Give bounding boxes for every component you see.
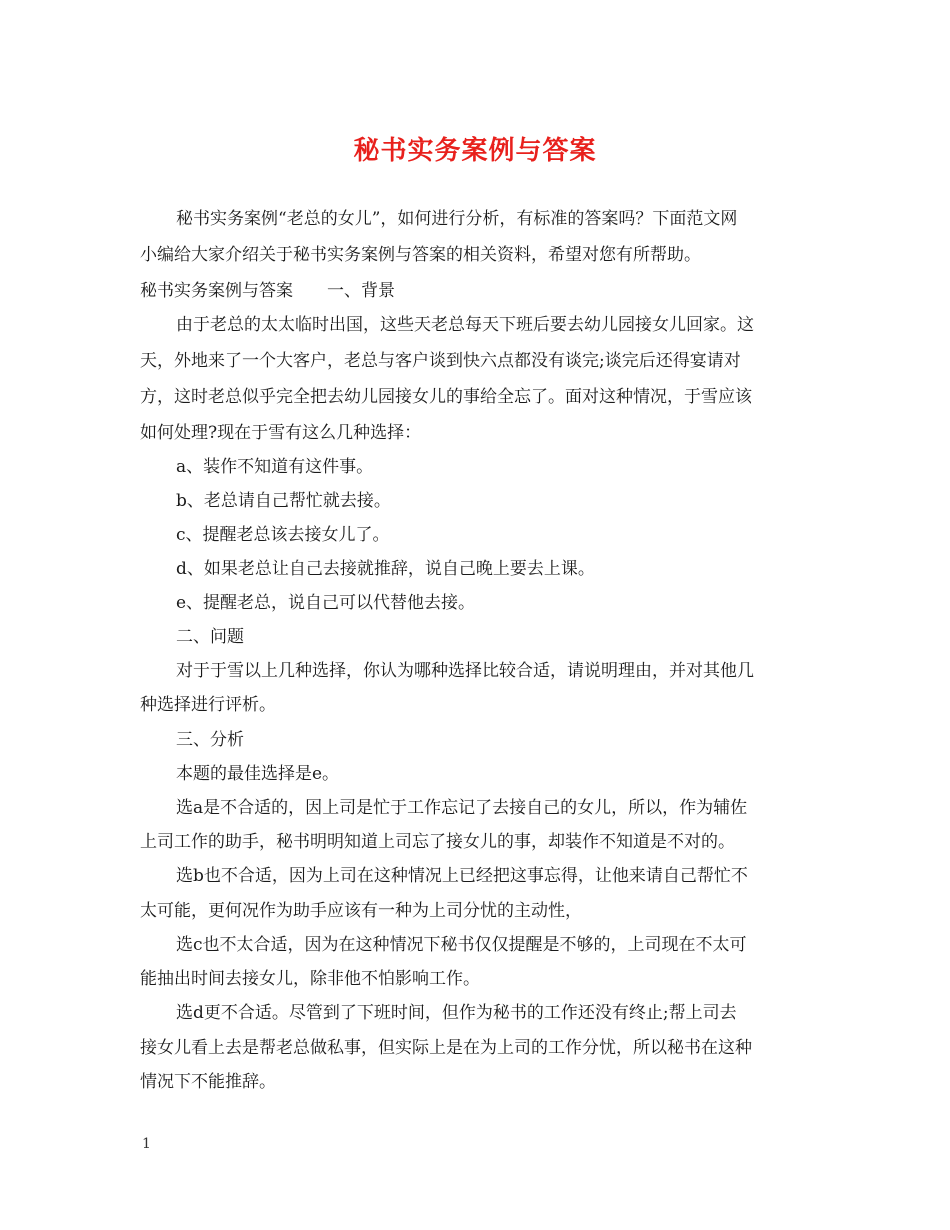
paragraph-line: 能抽出时间去接女儿，除非他不怕影响工作。	[140, 969, 480, 989]
paragraph-line: 本题的最佳选择是e。	[176, 764, 340, 784]
option-item: c、提醒老总该去接女儿了。	[176, 525, 390, 545]
paragraph-line: 如何处理?现在于雪有这么几种选择：	[140, 423, 422, 443]
section-heading: 二、问题	[176, 627, 244, 647]
option-item: d、如果老总让自己去接就推辞，说自己晚上要去上课。	[176, 559, 595, 579]
page-number: 1	[142, 1136, 151, 1152]
paragraph-line: 上司工作的助手，秘书明明知道上司忘了接女儿的事，却装作不知道是不对的。	[140, 832, 735, 852]
paragraph-line: 由于老总的太太临时出国，这些天老总每天下班后要去幼儿园接女儿回家。这	[176, 315, 754, 335]
paragraph-line: 选a是不合适的，因上司是忙于工作忘记了去接自己的女儿，所以，作为辅佐	[176, 798, 748, 818]
paragraph-line: 情况下不能推辞。	[140, 1072, 276, 1092]
paragraph-line: 选c也不太合适，因为在这种情况下秘书仅仅提醒是不够的，上司现在不太可	[176, 935, 747, 955]
document-title: 秘书实务案例与答案	[353, 136, 597, 166]
paragraph-line: 对于于雪以上几种选择，你认为哪种选择比较合适，请说明理由，并对其他几	[176, 661, 754, 681]
paragraph-line: 太可能，更何况作为助手应该有一种为上司分忧的主动性，	[140, 901, 582, 921]
paragraph-line: 方，这时老总似乎完全把去幼儿园接女儿的事给全忘了。面对这种情况，于雪应该	[140, 387, 752, 407]
section-heading: 三、分析	[176, 730, 244, 750]
option-item: b、老总请自己帮忙就去接。	[176, 491, 391, 511]
paragraph-line: 选b也不合适，因为上司在这种情况上已经把这事忘得，让他来请自己帮忙不	[176, 866, 748, 886]
paragraph-line: 小编给大家介绍关于秘书实务案例与答案的相关资料，希望对您有所帮助。	[140, 245, 701, 265]
paragraph-line: 秘书实务案例“老总的女儿”，如何进行分析，有标准的答案吗？下面范文网	[176, 209, 738, 229]
paragraph-line: 种选择进行评析。	[140, 695, 276, 715]
option-item: a、装作不知道有这件事。	[176, 457, 374, 477]
section-heading: 秘书实务案例与答案 一、背景	[140, 281, 395, 301]
option-item: e、提醒老总，说自己可以代替他去接。	[176, 593, 476, 613]
paragraph-line: 选d更不合适。尽管到了下班时间，但作为秘书的工作还没有终止;帮上司去	[176, 1003, 737, 1023]
paragraph-line: 接女儿看上去是帮老总做私事，但实际上是在为上司的工作分忧，所以秘书在这种	[140, 1038, 752, 1058]
paragraph-line: 天，外地来了一个大客户，老总与客户谈到快六点都没有谈完;谈完后还得宴请对	[140, 351, 741, 371]
